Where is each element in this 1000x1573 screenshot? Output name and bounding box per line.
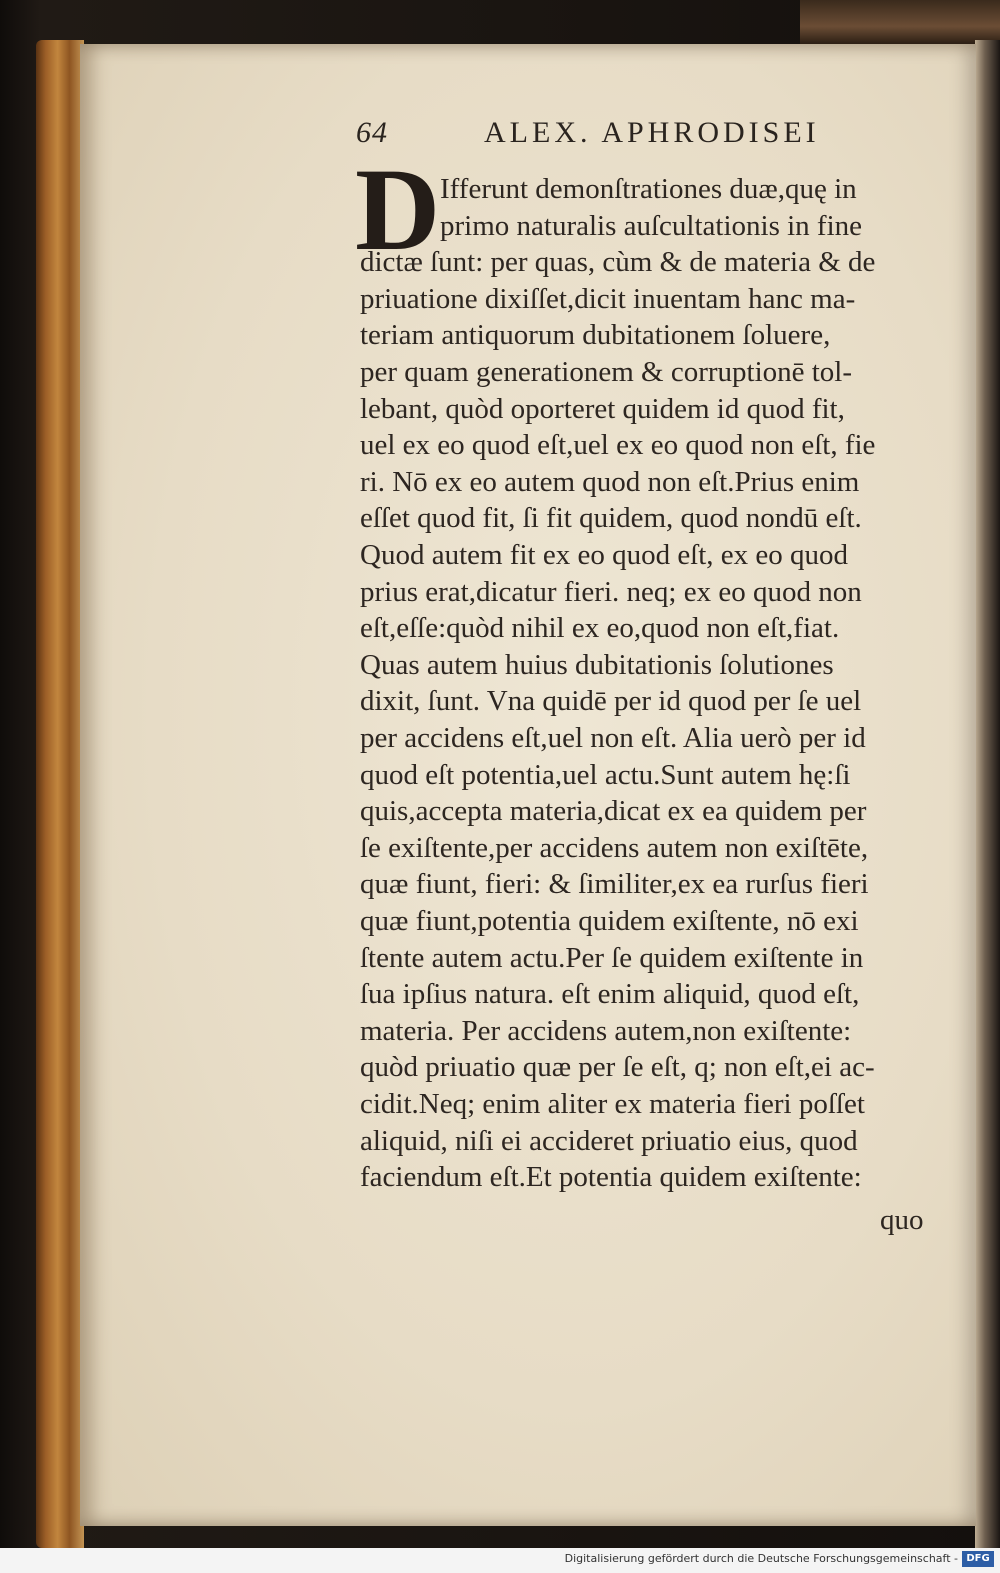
text-line: prius erat,dicatur fieri. neq; ex eo quod non xyxy=(360,575,862,608)
text-line: faciendum eſt.Et potentia quidem exiſtente: xyxy=(360,1161,862,1194)
book-cover-edge xyxy=(800,0,1000,44)
text-line: uel ex eo quod eſt,uel ex eo quod non eſt, fie xyxy=(360,429,876,462)
text-line: dictæ ſunt: per quas, cùm & de materia & de xyxy=(360,246,876,279)
text-line: Quod autem fit ex eo quod eſt, ex eo quod xyxy=(360,539,849,571)
text-line: cidit.Neq; enim aliter ex materia fieri poſſet xyxy=(360,1088,865,1120)
text-line: quæ fiunt, fieri: & ſimiliter,ex ea rurſus fieri xyxy=(360,868,869,901)
text-line: ſtente autem actu.Per ſe quidem exiſtente in xyxy=(360,941,864,974)
text-line: priuatione dixiſſet,dicit inuentam hanc ma- xyxy=(360,282,856,315)
text-line: teriam antiquorum dubitationem ſoluere, xyxy=(360,319,831,352)
text-line: ri. Nō ex eo autem quod non eſt.Prius enim xyxy=(360,465,860,498)
dfg-logo: DFG xyxy=(962,1551,994,1567)
catchword: quo xyxy=(880,1204,924,1236)
text-line: quæ fiunt,potentia quidem exiſtente, nō exi xyxy=(360,905,859,937)
text-line: lebant, quòd oporteret quidem id quod fit, xyxy=(360,392,845,425)
page-stack-left-edge xyxy=(36,40,84,1548)
page-stack-right-edge xyxy=(975,40,1000,1548)
text-line: per quam generationem & corruptionē tol- xyxy=(360,356,853,388)
text-line: aliquid, niſi ei accideret priuatio eius, quod xyxy=(360,1124,858,1157)
text-line: Quas autem huius dubitationis ſolutiones xyxy=(360,648,834,681)
text-line: eſſet quod fit, ſi fit quidem, quod nondū eſt. xyxy=(360,502,862,535)
text-line: Ifferunt demonſtrationes duæ,quę in xyxy=(440,173,857,205)
text-line: dixit, ſunt. Vna quidē per id quod per ſe uel xyxy=(360,685,862,718)
text-line: primo naturalis auſcultationis in fine xyxy=(440,209,863,242)
drop-cap-initial: D xyxy=(355,144,441,275)
text-line: quòd priuatio quæ per ſe eſt, q; non eſt,ei ac- xyxy=(360,1051,875,1084)
text-line: ſua ipſius natura. eſt enim aliquid, quod eſt, xyxy=(360,978,860,1011)
running-head xyxy=(356,116,956,156)
page-number: 64 xyxy=(356,116,388,149)
footer-credit: Digitalisierung gefördert durch die Deutsche Forschungsgemeinschaft - xyxy=(564,1552,958,1565)
text-line: eſt,eſſe:quòd nihil ex eo,quod non eſt,fiat. xyxy=(360,612,840,645)
text-line: quis,accepta materia,dicat ex ea quidem per xyxy=(360,795,867,828)
text-line: materia. Per accidens autem,non exiſtente: xyxy=(360,1014,852,1047)
text-line: ſe exiſtente,per accidens autem non exiſtēte, xyxy=(360,831,869,864)
running-title: ALEX. APHRODISEI xyxy=(484,116,820,149)
text-line: per accidens eſt,uel non eſt. Alia uerò per id xyxy=(360,722,866,754)
text-line: quod eſt potentia,uel actu.Sunt autem hę:ſi xyxy=(360,758,851,791)
